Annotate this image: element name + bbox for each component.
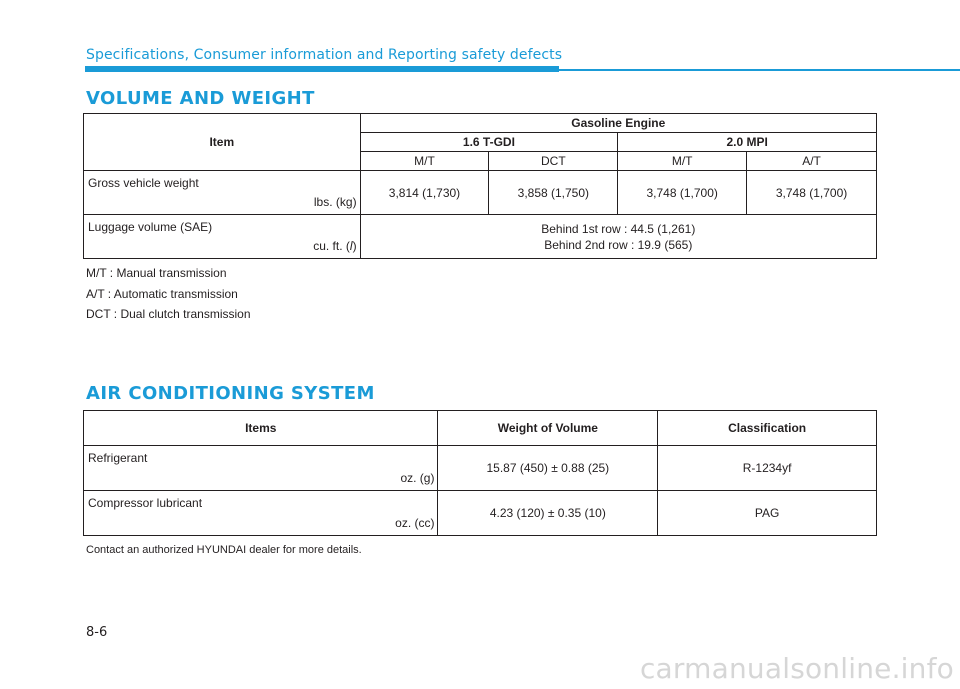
row-label-cell bbox=[84, 491, 438, 536]
engine-2-0-mpi-header: 2.0 MPI bbox=[618, 133, 877, 152]
unit-suffix: ) bbox=[352, 239, 357, 253]
watermark: carmanualsonline.info bbox=[639, 652, 954, 685]
transmission-header: M/T bbox=[360, 152, 489, 171]
value-cell: 3,748 (1,700) bbox=[618, 171, 747, 215]
dealer-footnote: Contact an authorized HYUNDAI dealer for more details. bbox=[86, 544, 362, 556]
luggage-value-line: Behind 1st row : 44.5 (1,261) bbox=[541, 221, 696, 236]
transmission-header: M/T bbox=[618, 152, 747, 171]
engine-1-6-tgdi-header: 1.6 T-GDI bbox=[360, 133, 618, 152]
transmission-header: A/T bbox=[747, 152, 877, 171]
weight-header: Weight of Volume bbox=[438, 411, 658, 446]
value-cell: 3,814 (1,730) bbox=[360, 171, 489, 215]
classification-header: Classification bbox=[658, 411, 877, 446]
row-label: Luggage volume (SAE) bbox=[88, 220, 213, 234]
table-row bbox=[84, 215, 877, 259]
unit-symbol: l bbox=[349, 239, 353, 253]
volume-weight-table bbox=[83, 113, 877, 259]
transmission-header: DCT bbox=[489, 152, 618, 171]
weight-cell: 4.23 (120) ± 0.35 (10) bbox=[438, 491, 658, 536]
air-conditioning-title: AIR CONDITIONING SYSTEM bbox=[86, 383, 375, 404]
volume-weight-title: VOLUME AND WEIGHT bbox=[86, 88, 315, 109]
row-unit bbox=[313, 238, 356, 254]
items-header: Items bbox=[84, 411, 438, 446]
luggage-value-line: Behind 2nd row : 19.9 (565) bbox=[544, 237, 693, 252]
value-cell: 3,748 (1,700) bbox=[747, 171, 877, 215]
chapter-header-title: Specifications, Consumer information and Reporting safety defects bbox=[86, 47, 563, 63]
air-conditioning-table bbox=[83, 410, 877, 536]
table-row bbox=[84, 171, 877, 215]
header-accent-bar bbox=[85, 66, 559, 72]
row-label-cell bbox=[84, 171, 361, 215]
row-label: Refrigerant bbox=[88, 451, 148, 465]
row-label-cell bbox=[84, 215, 361, 259]
row-unit: lbs. (kg) bbox=[313, 195, 357, 209]
luggage-value-cell bbox=[360, 215, 876, 259]
row-unit: oz. (g) bbox=[400, 471, 435, 485]
item-header: Item bbox=[84, 114, 361, 171]
classification-cell: R-1234yf bbox=[658, 446, 877, 491]
table-row bbox=[84, 491, 877, 536]
unit-prefix: cu. ft. ( bbox=[313, 239, 350, 253]
header-rule-line bbox=[559, 69, 960, 71]
note-automatic-transmission: A/T : Automatic transmission bbox=[86, 287, 238, 301]
row-label-cell bbox=[84, 446, 438, 491]
table-row bbox=[84, 446, 877, 491]
row-label: Gross vehicle weight bbox=[88, 176, 199, 190]
weight-cell: 15.87 (450) ± 0.88 (25) bbox=[438, 446, 658, 491]
row-label: Compressor lubricant bbox=[88, 496, 203, 510]
classification-cell: PAG bbox=[658, 491, 877, 536]
value-cell: 3,858 (1,750) bbox=[489, 171, 618, 215]
note-manual-transmission: M/T : Manual transmission bbox=[86, 266, 227, 280]
note-dual-clutch-transmission: DCT : Dual clutch transmission bbox=[86, 307, 251, 321]
engine-header: Gasoline Engine bbox=[360, 114, 876, 133]
row-unit: oz. (cc) bbox=[395, 516, 435, 530]
page-number: 8-6 bbox=[86, 625, 108, 640]
